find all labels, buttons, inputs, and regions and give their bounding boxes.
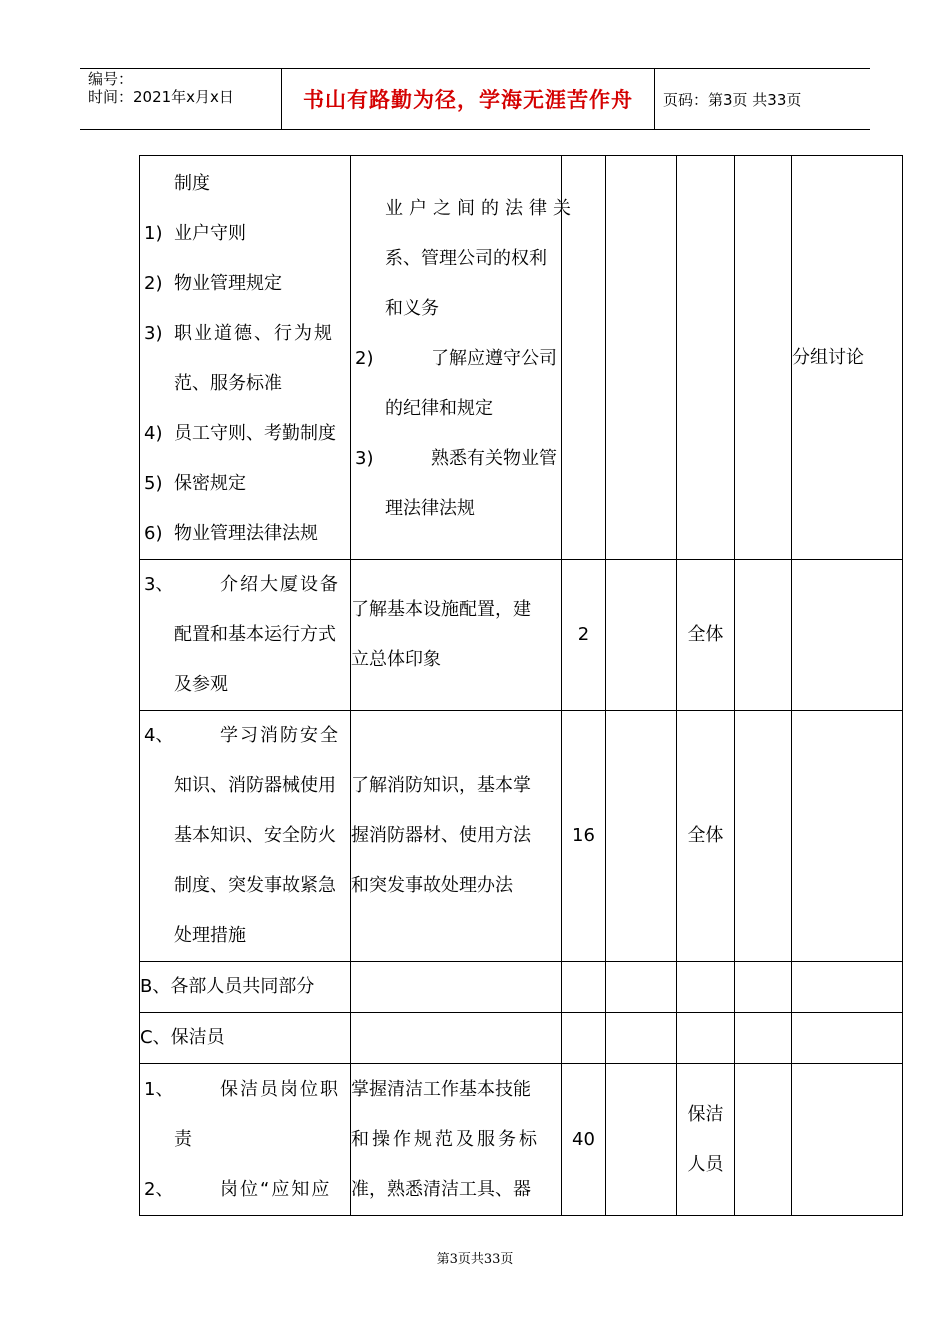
training-schedule-table	[139, 155, 903, 1216]
empty-cell	[606, 1013, 677, 1064]
target-cell: 全体	[677, 560, 735, 711]
table-row	[140, 156, 903, 560]
cell-text-line: 熟悉有关物业管	[431, 448, 557, 469]
document-time-label: 时间：2021年x月x日	[88, 88, 234, 106]
header-page-number: 页码：第3页 共33页	[663, 90, 802, 109]
empty-cell	[792, 1013, 903, 1064]
empty-cell	[606, 711, 677, 962]
empty-cell	[562, 1013, 606, 1064]
cell-text-line: 系、管理公司的权利	[385, 248, 547, 269]
objective-cell	[351, 560, 562, 711]
empty-cell	[351, 1013, 562, 1064]
list-number: 3)	[144, 323, 163, 344]
document-number-label: 编号：	[88, 70, 134, 88]
page-header	[80, 68, 870, 130]
table-row	[140, 1013, 903, 1064]
empty-cell	[735, 1064, 792, 1216]
cell-text-line: 和义务	[385, 298, 439, 319]
empty-cell	[606, 156, 677, 560]
empty-cell	[792, 962, 903, 1013]
cell-text-line: 责	[174, 1128, 192, 1150]
table-row	[140, 962, 903, 1013]
list-number: 2)	[144, 273, 163, 294]
list-number: 1)	[144, 223, 163, 244]
cell-text-line: 准，熟悉清洁工具、器	[351, 1178, 531, 1200]
list-number: 3、	[144, 574, 174, 595]
cell-text-line: 的纪律和规定	[385, 398, 493, 419]
hours-cell: 40	[562, 1064, 606, 1216]
objective-cell	[351, 1064, 562, 1216]
empty-cell	[677, 1013, 735, 1064]
method-cell	[792, 711, 903, 962]
objective-cell	[351, 711, 562, 962]
empty-cell	[735, 1013, 792, 1064]
section-heading: C、保洁员	[140, 1027, 225, 1048]
cell-text-line: 握消防器材、使用方法	[351, 825, 531, 846]
empty-cell	[351, 962, 562, 1013]
cell-text-line: 理法律法规	[385, 498, 475, 519]
cell-text-line: 及参观	[174, 674, 228, 695]
cell-text-line: 知识、消防器械使用	[174, 775, 336, 796]
table-row	[140, 711, 903, 962]
cell-text-line: 保洁	[687, 1103, 724, 1125]
cell-text-line: 职业道德、行为规	[174, 323, 334, 344]
method-cell	[792, 560, 903, 711]
empty-cell	[735, 560, 792, 711]
header-motto-cell	[282, 69, 655, 129]
empty-cell	[735, 156, 792, 560]
header-page-cell	[655, 69, 870, 129]
cell-text-line: 和突发事故处理办法	[351, 875, 513, 896]
list-number: 2)	[355, 348, 374, 369]
cell-text-line: 立总体印象	[351, 649, 441, 670]
list-number: 6)	[144, 523, 163, 544]
list-number: 4)	[144, 423, 163, 444]
empty-cell	[562, 962, 606, 1013]
header-motto: 书山有路勤为径，学海无涯苦作舟	[303, 88, 633, 112]
section-heading: B、各部人员共同部分	[140, 976, 315, 997]
cell-text-line: 制度、突发事故紧急	[174, 875, 336, 896]
list-number: 1、	[144, 1078, 174, 1100]
empty-cell	[735, 711, 792, 962]
cell-text-line: 掌握清洁工作基本技能	[351, 1078, 531, 1100]
cell-text-line: 处理措施	[174, 925, 246, 946]
target-cell	[677, 156, 735, 560]
content-cell	[140, 711, 351, 962]
cell-text-line: 保洁员岗位职	[220, 1078, 340, 1100]
content-cell	[140, 560, 351, 711]
method-text: 分组讨论	[792, 346, 864, 368]
hours-cell: 2	[562, 560, 606, 711]
cell-text-line: 业户之间的法律关	[385, 198, 577, 219]
empty-cell	[606, 962, 677, 1013]
cell-text-line: 物业管理规定	[174, 273, 282, 294]
cell-text-line: 配置和基本运行方式	[174, 624, 336, 645]
cell-text-line: 了解应遵守公司	[431, 348, 557, 369]
target-cell: 全体	[677, 711, 735, 962]
list-number: 5)	[144, 473, 163, 494]
table-row	[140, 560, 903, 711]
cell-text-line: 学习消防安全	[220, 725, 340, 746]
page-footer: 第3页共33页	[436, 1252, 514, 1267]
cell-text-line: 和操作规范及服务标	[351, 1128, 540, 1150]
cell-text-line: 物业管理法律法规	[174, 523, 318, 544]
empty-cell	[606, 560, 677, 711]
section-heading-cell	[140, 962, 351, 1013]
method-cell	[792, 156, 903, 560]
cell-text-line: 介绍大厦设备	[220, 574, 340, 595]
section-heading-cell	[140, 1013, 351, 1064]
cell-text-line: 基本知识、安全防火	[174, 825, 336, 846]
objective-cell	[351, 156, 577, 560]
cell-text-line: 保密规定	[174, 473, 246, 494]
cell-text-line: 范、服务标准	[174, 373, 282, 394]
cell-text-line: 业户守则	[174, 223, 246, 244]
empty-cell	[735, 962, 792, 1013]
list-number: 3)	[355, 448, 374, 469]
empty-cell	[677, 962, 735, 1013]
cell-text-line: 制度	[174, 173, 210, 194]
empty-cell	[606, 1064, 677, 1216]
content-cell	[140, 1064, 351, 1216]
cell-text-line: 岗位“应知应	[220, 1178, 332, 1200]
header-meta	[80, 69, 282, 129]
list-number: 2、	[144, 1178, 174, 1200]
list-number: 4、	[144, 725, 174, 746]
table-row	[140, 1064, 903, 1216]
cell-text-line: 人员	[687, 1153, 724, 1175]
content-cell	[140, 156, 351, 560]
hours-cell: 16	[562, 711, 606, 962]
method-cell	[792, 1064, 903, 1216]
cell-text-line: 员工守则、考勤制度	[174, 423, 336, 444]
target-cell	[677, 1064, 735, 1216]
cell-text-line: 了解基本设施配置，建	[351, 599, 531, 620]
cell-text-line: 了解消防知识，基本掌	[351, 775, 531, 796]
